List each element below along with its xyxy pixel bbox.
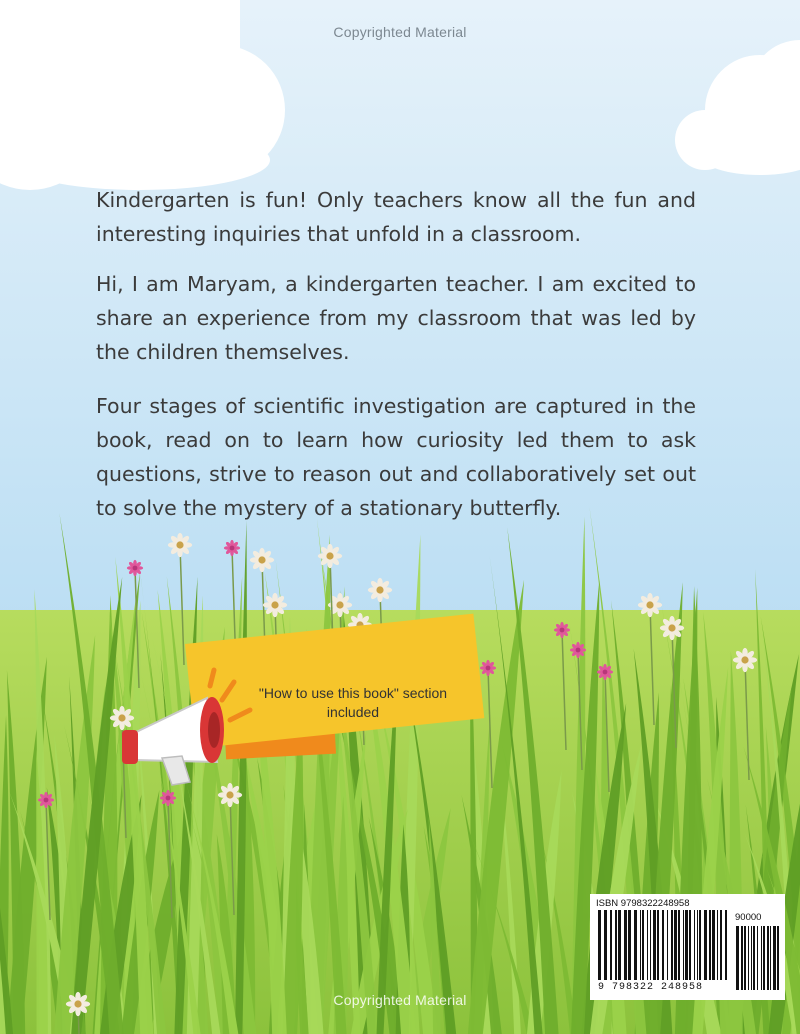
barcode-bar [610, 910, 612, 980]
barcode-bar [736, 926, 739, 990]
barcode-bar [773, 926, 776, 990]
barcode-bar [704, 910, 707, 980]
barcode-bar [662, 910, 664, 980]
barcode-bar [634, 910, 637, 980]
barcode-bar [720, 910, 722, 980]
barcode-bar [647, 910, 648, 980]
blurb-paragraph-2: Hi, I am Maryam, a kindergarten teacher. I am excited to share an experience from my classroom that was led by the children themselves. [96, 272, 696, 364]
blurb-paragraph-3: Four stages of scientific investigation are captured in the book, read on to learn how curiosity led them to ask questions, strive to reason out and collaboratively set out to solve the mystery of a stationary butterfly. [96, 394, 696, 520]
barcode-bar [751, 926, 752, 990]
barcode-bar [761, 926, 762, 990]
copyright-watermark-bottom: Copyrighted Material [333, 992, 467, 1008]
barcode-bar [709, 910, 711, 980]
barcode-bar [697, 910, 698, 980]
barcode-bar [678, 910, 680, 980]
barcode-bar [770, 926, 771, 990]
barcode-bar [712, 910, 715, 980]
isbn-label: ISBN 9798322248958 [596, 898, 690, 909]
barcode-bar [604, 910, 607, 980]
price-code: 90000 [735, 912, 762, 923]
barcode-bar [753, 926, 755, 990]
barcode-bar [615, 910, 617, 980]
barcode-bar [640, 910, 641, 980]
blurb-paragraph-1: Kindergarten is fun! Only teachers know all the fun and interesting inquiries that unfold in a classroom. [96, 188, 696, 246]
barcode-bar [748, 926, 749, 990]
barcode-bar [767, 926, 769, 990]
barcode-bar [777, 926, 779, 990]
barcode-bar [653, 910, 656, 980]
barcode-bar [699, 910, 701, 980]
barcode-bar [741, 926, 743, 990]
barcode-bar [725, 910, 727, 980]
barcode-bar [674, 910, 677, 980]
barcode-bar [667, 910, 668, 980]
copyright-watermark-top: Copyrighted Material [333, 24, 467, 40]
barcode-bar [598, 910, 601, 980]
barcode-bar [650, 910, 651, 980]
barcode-bar [683, 910, 684, 980]
banner-text: "How to use this book" section included [258, 685, 448, 720]
barcode-bar [717, 910, 718, 980]
barcode-bar [685, 910, 688, 980]
barcode-bar [657, 910, 659, 980]
barcode-bar [694, 910, 695, 980]
barcode-bar [618, 910, 621, 980]
barcode-bar [757, 926, 758, 990]
barcode-bar [628, 910, 631, 980]
barcode-bar [624, 910, 627, 980]
barcode-bar [642, 910, 644, 980]
isbn-barcode [590, 894, 785, 1000]
barcode-digits: 9 798322 248958 [598, 982, 704, 993]
barcode-bar [689, 910, 691, 980]
barcode-bar [671, 910, 673, 980]
barcode-bar [744, 926, 746, 990]
barcode-bar [763, 926, 765, 990]
